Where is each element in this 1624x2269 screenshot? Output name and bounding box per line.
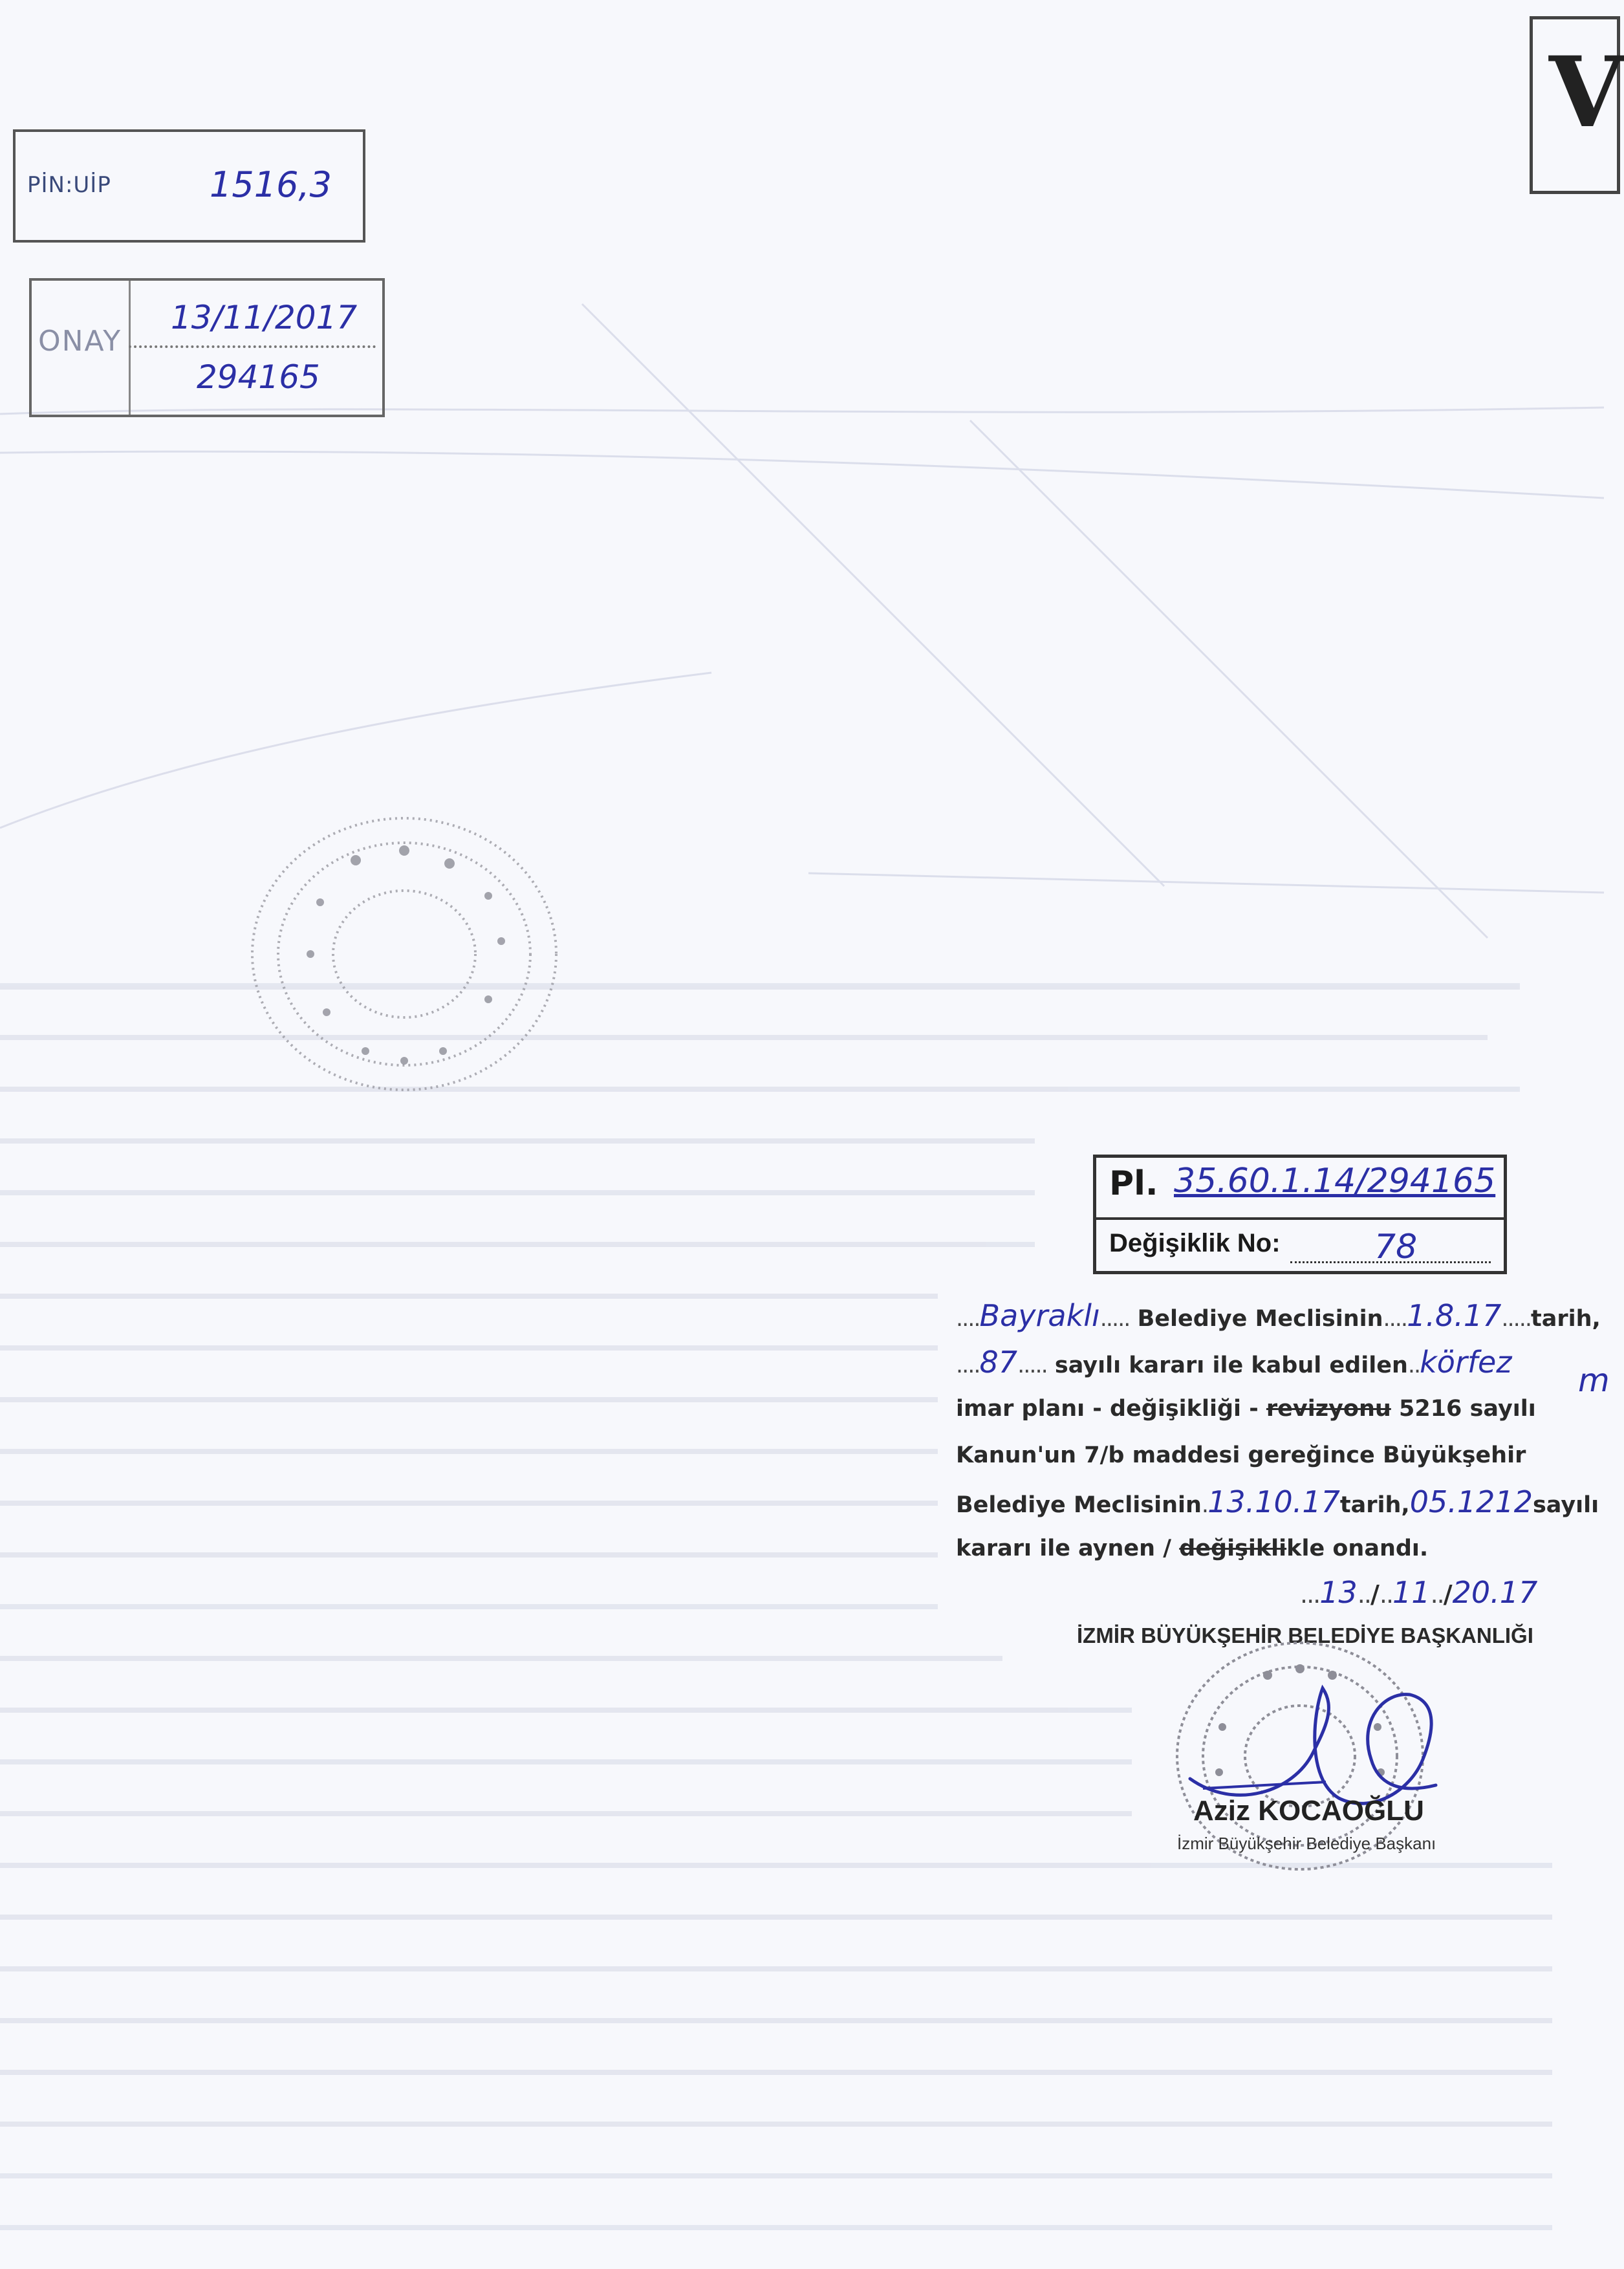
approval-line-2: ....87..... sayılı kararı ile kabul edilen..körfez [956,1345,1512,1380]
kanun-5216-text: 5216 sayılı [1398,1396,1536,1422]
council-date: 1.8.17 [1407,1298,1502,1333]
degisiklikle-struck: değişikli [1179,1536,1287,1561]
approval-line-5: Belediye Meclisinin.13.10.17tarih,05.1212sayılı [956,1484,1599,1519]
imar-plani-text: imar planı - değişikliği - [956,1396,1259,1422]
faint-round-stamp [243,805,566,1103]
signer-name: Aziz KOCAOĞLU [1193,1795,1424,1827]
degisiklik-label: Değişiklik No: [1109,1229,1281,1257]
pin-value: 1516,3 [210,164,332,205]
onandi-text: kle onandı. [1286,1536,1429,1561]
corner-letter: V [1549,36,1624,149]
revizyonu-struck: revizyonu [1266,1396,1391,1422]
plan-name: körfez [1420,1345,1512,1380]
belediye-meclisi-text-2: Belediye Meclisinin [956,1492,1202,1518]
onay-dotted-line [129,345,376,348]
approval-statement [956,1292,1601,1572]
onay-box [29,278,385,417]
metropolitan-decision-no: 05.1212 [1409,1484,1533,1519]
municipality-name: Bayraklı [979,1298,1100,1333]
plan-pl-value: 35.60.1.14/294165 [1174,1162,1496,1200]
approval-line-1: ....Bayraklı..... Belediye Meclisinin....1.8.17.....tarih, [956,1298,1601,1333]
onay-date: 13/11/2017 [171,299,358,336]
onay-number: 294165 [197,358,320,396]
sayili-karari-text: sayılı kararı ile kabul edilen [1054,1352,1408,1378]
approval-line-6 [956,1525,1525,1572]
approval-date: ...13../..11../20.17 [1300,1575,1538,1610]
decision-number: 87 [979,1345,1018,1380]
approval-line-3 [956,1385,1536,1432]
approval-date-year: 20.17 [1452,1575,1538,1610]
approval-date-month: 11 [1392,1575,1431,1610]
metropolitan-date: 13.10.17 [1207,1484,1340,1519]
pin-label: PİN:UİP [27,172,111,198]
kanun-7b-text: Kanun'un 7/b maddesi gereğince Büyükşehir [956,1442,1526,1468]
plan-box-divider [1096,1217,1504,1220]
pin-box [13,129,365,243]
onay-label: ONAY [38,325,122,358]
plan-pl-label: Pl. [1109,1164,1158,1203]
sayili-text: sayılı [1532,1492,1599,1518]
tarih-text-1: tarih, [1531,1306,1601,1332]
tarih-text-2: tarih, [1339,1492,1410,1518]
corner-letter-box [1530,16,1624,194]
belediye-meclisi-text: Belediye Meclisinin [1137,1306,1383,1332]
karari-aynen-text: kararı ile aynen / [956,1536,1172,1561]
office-name: İZMİR BÜYÜKŞEHİR BELEDİYE BAŞKANLIĞI [1077,1623,1533,1647]
margin-mark: m [1578,1362,1610,1399]
approval-date-day: 13 [1319,1575,1358,1610]
approval-line-4 [956,1432,1525,1479]
plan-reference-box [1093,1155,1507,1274]
signer-title: İzmir Büyükşehir Belediye Başkanı [1177,1834,1436,1853]
degisiklik-value: 78 [1374,1228,1418,1266]
